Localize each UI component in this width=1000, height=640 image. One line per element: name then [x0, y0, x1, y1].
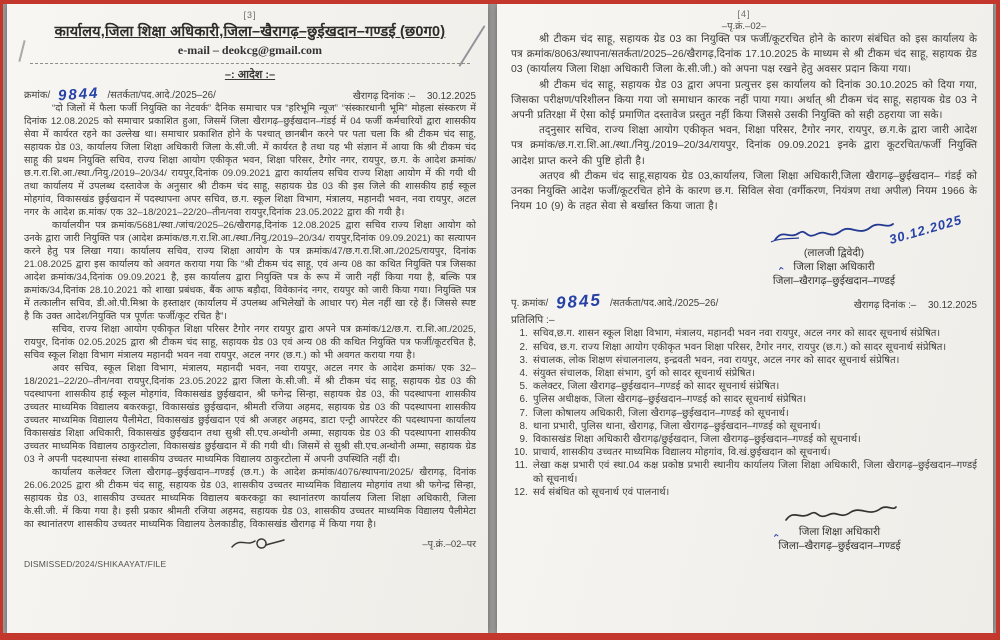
ref-prefix: क्रमांक/: [24, 90, 51, 101]
order-paragraph: कार्यालय कलेक्टर जिला खैरागढ़–छुईखदान–गण्डई (छ.ग.) के आदेश क्रमांक/4076/स्थापना/2025/ खैरागढ़, दिनांक 26.06.2025 द्वारा श्री टीकम चंद साहू, सहायक ग्रेड 03, शासकीय उच्चतर माध्यमिक विद्यालय मोहगांव तथा श्री फगेन्द्र सिन्हा, सहायक ग्रेड 03, शासकीय उच्चतर माध्यमिक विद्यालय बकरकट्टा का स्थानांतरण कार्यालय जिला शिक्षा अधिकारी, जिला के.सी.जी. में किया गया है। इसी प्रकार श्रीमती रजिया अहमद, सहायक ग्रेड 03, शासकीय उच्चतर माध्यमिक विद्यालय पैलीमेटा का स्थानांतरण शासकीय उच्चतर माध्यमिक विद्यालय ठेलकाडीह, विकासखंड खैरागढ़ में किया गया है।: [24, 467, 476, 530]
endorsement-number: [511, 290, 850, 314]
copy-recipient: 1. सचिव,छ.ग. शासन स्कूल शिक्षा विभाग, मंत्रालय, महानदी भवन नवा रायपुर, अटल नगर को सादर सूचनार्थ संप्रेषित।: [531, 327, 977, 340]
signature-block: [719, 212, 964, 288]
order-paragraph: कार्यालयीन पत्र क्रमांक/5681/स्था./जांच/2025–26/खैरागढ़,दिनांक 12.08.2025 द्वारा सचिव राज्य शिक्षा आयोग को उनके द्वारा जारी नियुक्ति पत्र (आदेश क्रमांक/छ.ग.रा.शि.आ./स्था./नियु./2019–20/34/ रायपुर,दिनांक 09.09.2021) का सत्यापन करने हेतु पत्र लिखा गया। कार्यालय सचिव, राज्य शिक्षा आयोग के पत्र क्रमांक/47/छ.ग.रा.शि.आ./2025/रायपुर, दिनांक 21.08.2025 द्वारा इस कार्यालय को अवगत कराया गया कि “श्री टीकम चंद साहू, एवं अन्य 08 का कथित नियुक्ति पत्र जिसका आदेश क्रमांक/34,दिनांक 09.09.2021 है, इस कार्यालय द्वारा नियुक्ति पत्र के रूप में जारी नहीं किया गया है, बल्कि पत्र क्रमांक/34,दिनांक 28.10.2021 को शाखा प्रबंधक, बैंक आफ बड़ौदा, विवेकानंद नगर, रायपुर को जारी किया गया। नियुक्ति पत्र में तत्कालीन सचिव, डी.ओ.पी.मिश्रा के हस्ताक्षर (कार्यालय में उपलब्ध अभिलेखों के आधार पर) मेल नहीं खा रहे हैं। जिससे स्पष्ट है कि उक्त आदेश/नियुक्ति पत्र पूर्णतः फर्जी/कूट रचित है”।: [24, 220, 476, 322]
order-heading: [24, 67, 476, 82]
ref-prefix: पृ. क्रमांक/: [511, 298, 549, 310]
file-reference-note: DISMISSED/2024/SHIKAAYAT/FILE: [24, 559, 167, 569]
copy-recipient: 2. सचिव, छ.ग. राज्य शिक्षा आयोग एकीकृत भवन शिक्षा परिसर, टैगोर नगर, रायपुर (छ.ग.) को सादर सूचनार्थ संप्रेषित।: [531, 341, 977, 354]
order-date: 30.12.2025: [426, 91, 476, 102]
handwritten-ref-number: 9845: [555, 290, 603, 314]
place-and-date: [854, 298, 977, 311]
scan-border-left: [0, 0, 3, 640]
place-date-label: खैरागढ़ दिनांक :–: [352, 91, 416, 102]
page-4: [497, 4, 993, 633]
footer-title: जिला शिक्षा अधिकारी: [798, 526, 881, 539]
signatory-title: जिला शिक्षा अधिकारी: [793, 261, 875, 274]
handwritten-ref-number: 9844: [57, 84, 101, 105]
signatory-district: जिला–खैरागढ़–छुईखदान–गण्डई: [772, 275, 896, 288]
order-paragraph: “दो जिलों में फैला फर्जी नियुक्ति का नेटवर्क” दैनिक समाचार पत्र “हरिभूमि न्यूज” “संस्कारधानी भूमि” मोहला संस्करण में दिनांक 12.08.2025 को समाचार प्रकाशित हुआ, जिसमें जिला खैरागढ़–छुईखदान–गंडई में 04 फर्जी कर्मचारियों द्वारा शासकीय सेवा में कार्यरत रहने का उल्लेख था। समाचार प्रकाशित होने के पश्चात् छानबीन करने पर पता चला कि श्री टीकम चंद साहू, सहायक ग्रेड 03, कार्यालय जिला शिक्षा अधिकारी जिला के.सी.जी. में कार्यरत है तथा यह भी संज्ञान में आया कि श्री टीकम चंद साहू की प्रथम नियुक्ति सचिव, राज्य शिक्षा आयोग एकीकृत भवन, शिक्षा परिसर, टैगोर नगर, रायपुर, छ.ग. के आदेश क्रमांक/छ.ग.रा.शि.आ./स्था./नियु./2019–20/34/ रायपुर,दिनांक 09.09.2021 द्वारा कार्यालय सचिव राज्य शिक्षा आयोग में की गयी थी तथा कार्यालय में उपलब्ध दस्तावेज के अनुसार श्री टीकम चंद साहू, सहायक ग्रेड 03 की इस जिले की शासकीय हाई स्कूल मोहगांव, विकासखंड छुईखदान में पदस्थापना अपर सचिव, छ.ग. स्कूल शिक्षा विभाग, मंत्रालय, महानदी भवन, नवा रायपुर, अटल नगर के आदेश क्र.मांक/ एक 32–18/2021–22/20–तीन/नवा रायपुर,दिनांक 23.05.2022 द्वारा की गयी है।: [24, 103, 476, 218]
order-paragraph: श्री टीकम चंद साहू, सहायक ग्रेड 03 द्वारा अपना प्रत्युत्तर इस कार्यालय को दिनांक 30.10.2025 को दिया गया, जिसका परीक्षण/परिशीलन किया गया जो समाधान कारक नहीं पाया गया। अर्थात् श्री टीकम चंद साहू, सहायक ग्रेड 03 ने अपनी प्रतिरक्षा में ऐसा कोई प्रमाणित दस्तावेज प्रस्तुत नहीं किया जिससे उसकी नियुक्ति को सही ठहराया जा सके।: [511, 79, 977, 122]
office-letterhead-title: कार्यालय,जिला शिक्षा अधिकारी,जिला–खैरागढ़–छुईखदान–गण्डई (छ0ग0): [54, 24, 446, 40]
copy-recipient: 6. पुलिस अधीक्षक, जिला खैरागढ़–छुईखदान–गण्डई को सादर सूचनार्थ संप्रेषित।: [531, 393, 977, 406]
place-date-label: खैरागढ़ दिनांक :–: [853, 300, 917, 312]
copies-heading: प्रतिलिपि :–: [511, 315, 555, 327]
order-paragraph: श्री टीकम चंद साहू, सहायक ग्रेड 03 का नियुक्ति पत्र फर्जी/कूटरचित होने के कारण संबंधित को इस कार्यालय के पत्र क्रमांक/8063/स्थापना/सतर्कता/2025–26/खैरागढ़,दिनांक 17.10.2025 के माध्यम से श्री टीकम चंद साहू, सहायक ग्रेड 03 (कार्यालय जिला शिक्षा अधिकारी जिला के.सी.जी.) को अपना पक्ष रखने हेतु अवसर प्रदान किया गया।: [511, 34, 977, 76]
continued-on-page-ref: –पृ.क्रं.–02–पर: [422, 538, 476, 550]
copies-list: [531, 327, 977, 499]
divider-dashed: [30, 63, 470, 64]
handwritten-sign-date: 30.12.2025: [887, 212, 964, 248]
footer-district: जिला–खैरागढ़–छुईखदान–गण्डई: [778, 540, 901, 553]
order-paragraph: सचिव, राज्य शिक्षा आयोग एकीकृत शिक्षा परिसर टैगोर नगर रायपुर द्वारा अपने पत्र क्रमांक/12/छ.ग. रा.शि.आ./2025, रायपुर, दिनांक 02.05.2025 द्वारा श्री टीकम चंद साहू, सहायक ग्रेड 03 एवं अन्य 08 की कथित नियुक्ति पत्र फर्जी/कूटरचित है, सचिव स्कूल शिक्षा विभाग मंत्रालय महानदी भवन नवा रायपुर, अटल नगर (छ.ग.) को भी अवगत कराया गया है।: [24, 324, 476, 361]
copy-recipient: 3. संचालक, लोक शिक्षण संचालनालय, इन्द्रवती भवन, नवा रायपुर, अटल नगर को सादर सूचनार्थ संप्रेषित।: [531, 354, 977, 367]
page-number: [3]: [243, 10, 257, 20]
order-paragraph: अवर सचिव, स्कूल शिक्षा विभाग, मंत्रालय, महानदी भवन, नवा रायपुर, अटल नगर के आदेश क्रमांक/ एक 32–18/2021–22/20–तीन/नवा रायपुर,दिनांक 23.05.2022 द्वारा जिला के.सी.जी. में श्री टीकम चंद साहू, सहायक ग्रेड 03 की पदस्थापना शासकीय हाई स्कूल मोहगांव, विकासखंड छुईखदान, श्री फगेन्द्र सिन्हा, सहायक ग्रेड 03, की पदस्थापना शासकीय उच्चतर माध्यमिक विद्यालय बकरकट्टा, विकासखंड छुईखदान, श्रीमती रजिया अहमद, सहायक ग्रेड 03 की पदस्थापना शासकीय उच्चतर माध्यमिक विद्यालय पैलीमेटा, विकासखंड छुईखदान एवं श्री अजहर अहमद, डाटा एन्ट्री आपरेटर की पदस्थापना कार्यालय विकासखंड शिक्षा अधिकारी, विकासखंड छुईखदान तथा सुश्री सी.एच.अन्थोनी अम्मा, सहायक ग्रेड 03 की पदस्थापना शासकीय उच्चतर माध्यमिक विद्यालय ठाकुरटोला, विकासखंड छुईखदान में की गयी थी। जिसमें से सुश्री सी.एच.अन्थोनी अम्मा, सहायक ग्रेड 03 ने अपनी पदस्थापना संस्था शासकीय उच्चतर माध्यमिक विद्यालय ठाकुरटोला में अपनी उपस्थिति नहीं दी।: [24, 363, 476, 465]
scan-border-right: [996, 0, 1000, 640]
office-email: e-mail – deokcg@gmail.com: [177, 43, 323, 57]
copy-recipient: 12. सर्व संबंधित को सूचनार्थ एवं पालनार्थ।: [531, 486, 977, 499]
pen-caret-mark: ⌃: [771, 532, 783, 546]
order-paragraph: अतएव श्री टीकम चंद साहू,सहायक ग्रेड 03,कार्यालय, जिला शिक्षा अधिकारी,जिला खैरागढ़–छुईखदान– गंडई को उनका नियुक्ति आदेश फर्जी/कूटरचित होने के कारण छ.ग. सिविल सेवा (वर्गीकरण, नियंत्रण तथा अपील) नियम 1966 के नियम 10 (9) के तहत सेवा से बर्खास्त किया जाता है।: [511, 170, 977, 213]
place-and-date: [353, 89, 476, 102]
endorsement-reference-line: [511, 290, 977, 314]
initials-signature-mark: [229, 533, 287, 553]
order-date: 30.12.2025: [927, 300, 977, 312]
copy-recipient: 5. कलेक्टर, जिला खैरागढ़–छुईखदान–गण्डई को सादर सूचनार्थ संप्रेषित।: [531, 380, 977, 393]
scan-border-bottom: [0, 633, 1000, 640]
reference-number: [24, 84, 349, 105]
footer-signature-block: [732, 503, 947, 553]
continuation-page-ref: –पृ.क्रं.–02–: [721, 21, 767, 32]
ref-suffix: /सतर्कता/पद.आदे./2025–26/: [107, 90, 216, 101]
signatory-name: (लालजी द्विवेदी): [803, 247, 865, 260]
officer-signature-footer: [781, 503, 899, 525]
copy-recipient: 11. लेखा कक्ष प्रभारी एवं स्था.04 कक्ष प्रकोष्ठ प्रभारी स्थानीय कार्यालय जिला शिक्षा अधिकारी, जिला खैरागढ़–छुईखदान–गण्डई को सूचनार्थ।: [531, 459, 977, 485]
copy-recipient: 9. विकासखंड शिक्षा अधिकारी खैरागढ़/छुईखदान, जिला खैरागढ़–छुईखदान–गण्डई को सूचनार्थ।: [531, 433, 977, 446]
officer-signature: [769, 220, 899, 246]
page-3: [7, 4, 488, 633]
order-paragraph: तद्नुसार सचिव, राज्य शिक्षा आयोग एकीकृत भवन, शिक्षा परिसर, टैगोर नगर, रायपुर, छ.ग.के द्वारा जारी आदेश पत्र क्रमांक/छ.ग.रा.शि.आ./स्था./नियु./2019–20/34/रायपुर, दिनांक 09.09.2021 इनके द्वारा कूटरचित/फर्जी नियुक्ति आदेश प्राप्त करने की पुष्टि होती है।: [511, 125, 977, 167]
copy-recipient: 7. जिला कोषालय अधिकारी, जिला खैरागढ़–छुईखदान–गण्डई को सूचनार्थ।: [531, 407, 977, 420]
copy-recipient: 10. प्राचार्य, शासकीय उच्चतर माध्यमिक विद्यालय मोहगांव, वि.खं.छुईखदान को सूचनार्थ।: [531, 446, 977, 459]
page-number: [4]: [737, 9, 751, 19]
pen-caret-mark: ⌃: [776, 265, 788, 280]
page3-footer: [24, 533, 476, 553]
copy-recipient: 4. संयुक्त संचालक, शिक्षा संभाग, दुर्ग को सादर सूचनार्थ संप्रेषित।: [531, 367, 977, 380]
reference-line: [24, 84, 476, 105]
order-heading-text: –: आदेश :–: [224, 69, 276, 81]
scan-border-top: [0, 0, 1000, 4]
copy-recipient: 8. थाना प्रभारी, पुलिस थाना, खैरागढ़, जिला खैरागढ़–छुईखदान–गण्डई को सूचनार्थ।: [531, 420, 977, 433]
ref-suffix: /सतर्कता/पद.आदे./2025–26/: [610, 298, 719, 310]
